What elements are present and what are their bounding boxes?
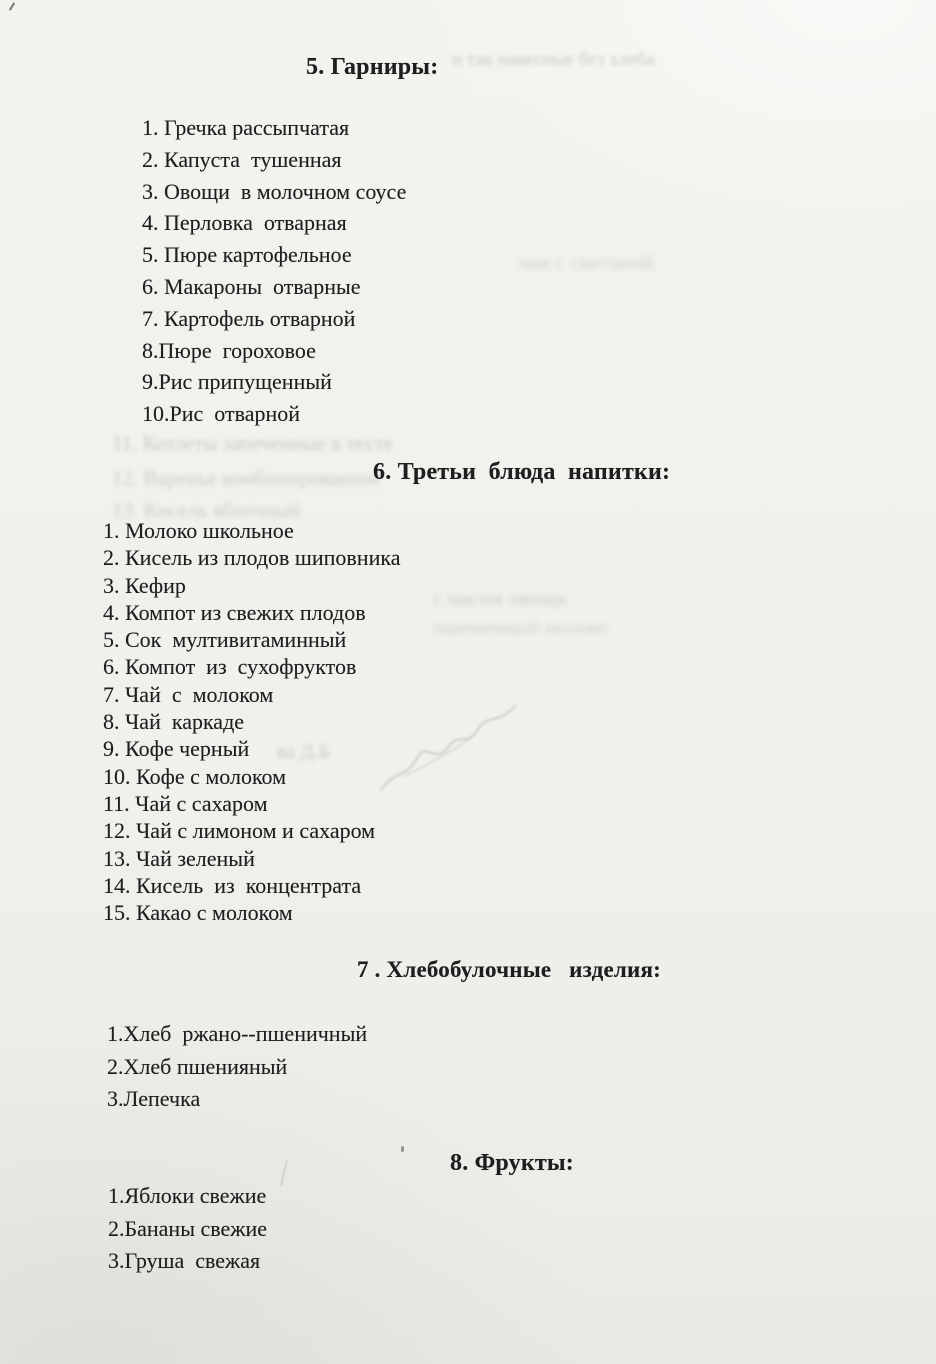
menu-item: 13. Чай зеленый (103, 845, 255, 871)
menu-item: 1. Гречка рассыпчатая (142, 115, 350, 140)
menu-item: 14. Кисель из концентрата (103, 872, 362, 898)
menu-item: 5. Пюре картофельное (142, 242, 352, 268)
menu-item: 2. Кисель из плодов шиповника (103, 545, 401, 571)
menu-item: 15. Какао с молоком (103, 900, 293, 926)
menu-item: 3. Кефир (103, 572, 186, 598)
bleed-through-text: 12. Варенье комбинированное (112, 466, 382, 490)
scan-speck-top-left (9, 2, 15, 11)
menu-item: 8. Чай каркаде (103, 709, 245, 735)
menu-list-tretyi-blyuda (103, 517, 400, 926)
menu-list-khlebobulochnye (107, 1018, 367, 1116)
bleed-through-text: с мясом овощи (433, 586, 567, 610)
bleed-through-text: 13. Кисель яблочный (112, 498, 301, 522)
menu-item: 3.Груша свежая (108, 1248, 261, 1274)
bleed-through-signature-initials: ва Д.Б (277, 741, 331, 763)
section-title-tretyi-blyuda: 6. Третьи блюда напитки: (373, 459, 671, 485)
scan-crease-mark (280, 1160, 288, 1186)
menu-item: 5. Сок мултивитаминный (103, 627, 347, 653)
menu-item: 4. Перловка отварная (142, 210, 347, 236)
bleed-through-signature-squiggle (375, 698, 525, 803)
menu-item: 12. Чай с лимоном и сахаром (103, 818, 376, 844)
menu-item: 8.Пюре гороховое (142, 337, 316, 363)
menu-item: 10. Кофе с молоком (103, 763, 287, 789)
bleed-through-text: 11. Котлеты запеченные в тесте (112, 431, 394, 455)
menu-item: 4. Компот из свежих плодов (103, 599, 366, 625)
menu-item: 7. Картофель отварной (142, 305, 356, 331)
menu-item: 2. Капуста тушенная (142, 146, 342, 172)
menu-item: 2.Хлеб пшенияный (107, 1053, 288, 1079)
bleed-through-text: пшеничный молоко (433, 615, 609, 639)
section-title-frukty: 8. Фрукты: (450, 1150, 574, 1176)
menu-item: 7. Чай с молоком (103, 681, 274, 707)
menu-item: 6. Макароны отварные (142, 273, 361, 299)
menu-list-frukty (108, 1180, 267, 1278)
menu-item: 6. Компот из сухофруктов (103, 654, 357, 680)
menu-item: 1.Хлеб ржано--пшеничный (107, 1021, 368, 1046)
menu-item: 3. Овощи в молочном соусе (142, 178, 407, 204)
bleed-through-text: и так навесные без хлеба (452, 49, 655, 70)
menu-item: 1. Молоко школьное (103, 518, 294, 543)
menu-list-garniry (142, 112, 406, 430)
menu-item: 1.Яблоки свежие (108, 1183, 267, 1208)
menu-item: 3.Лепечка (107, 1086, 201, 1111)
menu-item: 11. Чай с сахаром (103, 790, 268, 816)
menu-item: 2.Бананы свежие (108, 1215, 268, 1241)
scan-speck-mid (401, 1146, 404, 1152)
menu-item: 10.Рис отварной (142, 401, 301, 427)
menu-item: 9. Кофе черный (103, 736, 250, 762)
menu-item: 9.Рис припущенный (142, 369, 332, 395)
section-title-khlebobulochnye: 7 . Хлебобулочные изделия: (357, 957, 661, 982)
section-title-garniry: 5. Гарниры: (306, 54, 439, 80)
bleed-through-text: ная с сметаной (520, 250, 654, 274)
